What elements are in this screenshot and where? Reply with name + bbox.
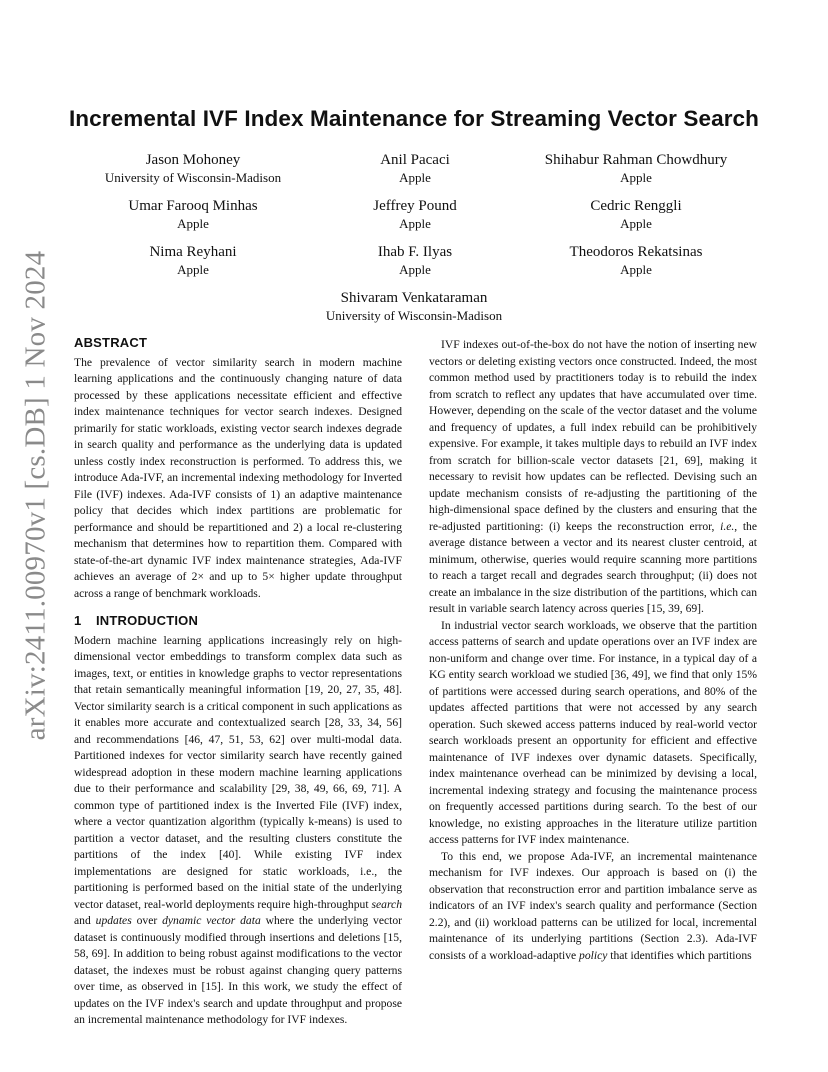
author-name: Jeffrey Pound <box>373 198 457 214</box>
author-name: Jason Mohoney <box>145 152 241 168</box>
left-column <box>74 335 402 1029</box>
text-run: , the average distance between a vector and its nearest cluster centroid, at minimum, otherwise, queries would require scanning more partitions to reach a target recall and degrades search throughput; (ii) does not create an imbalance in the size distribution of the partitions, which can result in variable search latency across queries [15, 39, 69]. <box>429 519 757 615</box>
intro-paragraph-4 <box>429 849 757 965</box>
author-name: Umar Farooq Minhas <box>128 198 258 214</box>
author-name: Shivaram Venkataraman <box>340 290 488 306</box>
author-affiliation: Apple <box>399 216 431 231</box>
emphasis-run: updates <box>95 914 132 927</box>
arxiv-identifier-stamp <box>16 250 56 740</box>
author <box>326 244 504 278</box>
abstract-text: The prevalence of vector similarity search in modern machine learning applications and the continuously changing nature of data processed by these applications necessitate efficient and effective index maintenance techniques for vector search indexes. Designed primarily for static workloads, existing vector search indexes degrade in search quality and performance as the underlying data is updated unless costly index reconstruction is performed. To address this, we introduce Ada-IVF, an incremental indexing methodology for Inverted File (IVF) indexes. Ada-IVF consists of 1) an adaptive maintenance policy that decides which index partitions are problematic for performance and should be repartitioned and 2) a local re-clustering mechanism that determines how to repartition them. Compared with state-of-the-art dynamic IVF index maintenance strategies, Ada-IVF achieves an average of 2× and up to 5× higher update throughput across a range of benchmark workloads. <box>74 355 402 600</box>
right-column <box>429 337 757 964</box>
text-run: To this end, we propose Ada-IVF, an incremental maintenance mechanism for IVF indexes. Our approach is based on (i) the observation that reconstruction error and partition imbalance serve as indicators of an IVF index's search quality and performance (Section 2.2), and (ii) workload patterns can be utilized for local, incremental maintenance of its underlying partitions (Section 2.3). Ada-IVF consists of a workload-adaptive <box>429 849 757 962</box>
author-name: Shihabur Rahman Chowdhury <box>544 152 728 168</box>
author-affiliation: Apple <box>177 216 209 231</box>
author-name: Nima Reyhani <box>149 244 237 260</box>
author-affiliation: Apple <box>620 262 652 277</box>
emphasis-run: i.e. <box>720 519 735 533</box>
abstract-heading: ABSTRACT <box>74 335 148 350</box>
section-number: 1 <box>74 613 82 628</box>
intro-paragraph-2 <box>429 337 757 618</box>
author-name: Cedric Renggli <box>590 198 682 214</box>
author <box>326 198 504 232</box>
section-title: INTRODUCTION <box>96 613 199 628</box>
author <box>60 244 326 278</box>
author-affiliation: University of Wisconsin-Madison <box>325 308 503 323</box>
text-run: and <box>74 914 96 927</box>
emphasis-run: dynamic vector data <box>162 914 261 927</box>
emphasis-run: search <box>371 897 402 911</box>
author-name: Theodoros Rekatsinas <box>569 244 703 260</box>
paper-title: Incremental IVF Index Maintenance for Streaming Vector Search <box>68 106 760 131</box>
text-run: over <box>131 914 163 927</box>
author-affiliation: Apple <box>399 170 431 185</box>
author-affiliation: Apple <box>620 216 652 231</box>
text-run: IVF indexes out-of-the-box do not have the notion of inserting new vectors or deleting existing vectors once constructed. Indeed, the most common method used by practitioners today is to rebuild the index from scratch to reflect any updates that have accumulated over time. However, depending on the scale of the vector dataset and the volume and frequency of updates, a full index rebuild can be prohibitively expensive. For example, it takes multiple days to rebuild an IVF index from scratch for billion-scale vector datasets [21, 69], making it necessary to revisit how updates can be reflected. Devising such an update mechanism consists of re-adjusting the partitioning of the high-dimensional space defined by the clusters and ensuring that the re-adjusted partitioning: (i) keeps the reconstruction error, <box>429 338 757 533</box>
text-run: Modern machine learning applications increasingly rely on high-dimensional vector embeddings to transform complex data such as images, text, or entities in knowledge graphs to vector representations that retain semantically meaningful information [19, 20, 27, 35, 48]. Vector similarity search is a critical component in such applications as it enables more accurate and contextualized search [28, 33, 34, 56] and recommendations [46, 47, 51, 53, 62] over multi-modal data. Partitioned indexes for vector similarity search have recently gained widespread adoption in these modern machine learning applications due to their performance and scalability [29, 38, 49, 66, 69, 71]. A common type of partitioned index is the Inverted File (IVF) index, where a vector quantization algorithm (typically k-means) is used to partition a vector dataset, and the resulting clusters constitute the partitions of the index [40]. While existing IVF index implementations are designed for static workloads, i.e., the partitioning is performed based on the initial state of the underlying vector dataset, real-world deployments require high-throughput <box>74 633 402 911</box>
emphasis-run: policy <box>579 948 608 962</box>
author <box>60 290 768 324</box>
author <box>504 152 768 186</box>
author <box>60 198 326 232</box>
author <box>60 152 326 186</box>
introduction-heading <box>74 613 402 630</box>
author <box>504 244 768 278</box>
intro-paragraph-1 <box>74 633 402 1029</box>
author-block <box>60 152 768 324</box>
author-affiliation: Apple <box>620 170 652 185</box>
text-run: where the underlying vector dataset is continuously modified through insertions and deletions [15, 58, 69]. In addition to being robust against modifications to the vector dataset, the indexes must be robust against changing query patterns over time, as observed in [15]. In this work, we study the effect of updates on the IVF index's search and update throughput and propose an incremental maintenance methodology for IVF indexes. <box>74 914 402 1026</box>
arxiv-identifier-text: arXiv:2411.00970v1 [cs.DB] 1 Nov 2024 <box>19 250 52 740</box>
author-affiliation: Apple <box>177 262 209 277</box>
text-run: that identifies which partitions <box>607 948 752 962</box>
author-affiliation: Apple <box>399 262 431 277</box>
author <box>326 152 504 186</box>
author-name: Anil Pacaci <box>380 152 450 168</box>
author-name: Ihab F. Ilyas <box>377 244 453 260</box>
author-affiliation: University of Wisconsin-Madison <box>104 170 282 185</box>
intro-paragraph-3: In industrial vector search workloads, we observe that the partition access patterns of search and update operations over an IVF index are non-uniform and change over time. For instance, in a typical day of a KG entity search workload we studied [36, 49], we find that only 15% of partitions were accessed during search operations, and 80% of the updates affected partitions that were not accessed by any search operation. Such skewed access patterns induced by real-world vector search workloads present an opportunity for efficient and effective maintenance of IVF indexes over dynamic datasets. Specifically, index maintenance overhead can be minimized by devising a local, incremental indexing strategy and focusing the maintenance process on frequently accessed partitions during search. To the best of our knowledge, no existing approaches in the literature utilize partition access patterns for IVF index maintenance. <box>429 618 757 846</box>
author <box>504 198 768 232</box>
